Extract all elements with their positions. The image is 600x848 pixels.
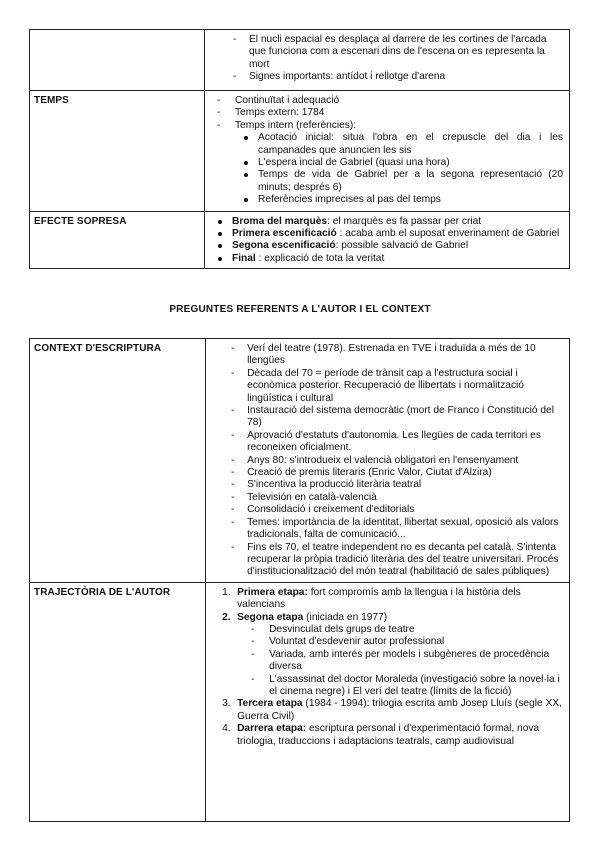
list-item: - Continuïtat i adequació bbox=[211, 95, 563, 107]
item-text: fort compromís amb la llengua i la història dels valencians bbox=[237, 586, 521, 611]
item-number: 2. bbox=[222, 611, 231, 623]
list-item: - Instauració del sistema democràtic (mort de Franco i Constitució del 78) bbox=[212, 405, 563, 430]
list-item: - Consolidació i creixement d'editorials bbox=[212, 504, 563, 516]
list-item: - Temps intern (referències): bbox=[211, 120, 563, 132]
analysis-table-bottom bbox=[29, 338, 570, 822]
item-text: : acaba amb el suposat enverinament de Gabriel bbox=[336, 228, 560, 240]
item-label: Primera etapa: bbox=[237, 586, 308, 598]
list-item bbox=[212, 698, 563, 723]
list-item: - Voluntat d'esdevenir autor professional bbox=[245, 636, 563, 648]
row-content bbox=[206, 339, 570, 583]
list-item: - Temps extern: 1784 bbox=[211, 107, 563, 119]
list-item: - Signes importants: antídot i rellotge d'arena bbox=[211, 71, 563, 83]
list-item: - El nucli espacial es desplaça al darrere de les cortines de l'arcada que funciona com a escenari dins de l'escena on es representa la mort bbox=[211, 34, 563, 71]
list-item bbox=[211, 216, 563, 228]
list-item bbox=[212, 587, 563, 612]
row-header: EFECTE SOPRESA bbox=[30, 211, 205, 269]
list-item bbox=[211, 253, 563, 265]
list-item: - Verí del teatre (1978). Estrenada en TVE i traduïda a més de 10 llengües bbox=[212, 343, 563, 368]
row-content bbox=[204, 211, 569, 269]
list-item: L'espera incial de Gabriel (quasi una hora) bbox=[211, 157, 563, 169]
list-item: - S'incentiva la producció literària teatral bbox=[212, 479, 563, 491]
table-row-context bbox=[30, 339, 570, 583]
item-label: Final bbox=[231, 252, 256, 264]
item-text: (iniciada en 1977) bbox=[303, 611, 388, 623]
list-item bbox=[211, 228, 563, 240]
list-item: - Dècada del 70 = període de trànsit cap a l'estructura social i econòmica posterior. Recuperació de llibertats i normalització lingüística i cultural bbox=[212, 368, 563, 405]
table-row-trajectoria bbox=[30, 582, 570, 821]
table-row-efecte bbox=[30, 211, 570, 269]
list-item: - Creació de premis literaris (Enric Valor, Ciutat d'Alzira) bbox=[212, 467, 563, 479]
list-item bbox=[212, 612, 563, 699]
row-header: TEMPS bbox=[30, 91, 205, 212]
list-item: - Anys 80: s'introdueix el valencià obligatori en l'ensenyament bbox=[212, 455, 563, 467]
table-row-espai bbox=[30, 30, 570, 91]
row-content bbox=[204, 91, 569, 212]
item-text: (1984 - 1994): trilogia escrita amb Josep Lluís (segle XX, Guerra Civil) bbox=[237, 698, 562, 722]
item-label: Primera escenificació bbox=[231, 228, 337, 240]
item-label: Tercera etapa bbox=[237, 698, 303, 710]
list-item: - Variada, amb interés per models i subgèneres de procedència diversa bbox=[245, 649, 563, 674]
item-label: Broma del marquès bbox=[231, 215, 328, 227]
row-content bbox=[206, 582, 570, 821]
item-label: Segona escenificació bbox=[231, 240, 336, 252]
item-label: Segona etapa bbox=[237, 611, 304, 623]
list-item: Temps de vida de Gabriel per a la segona representació (20 minuts; després 6) bbox=[211, 169, 563, 194]
item-number: 1. bbox=[222, 586, 231, 598]
row-header-empty bbox=[30, 30, 205, 91]
analysis-table-top bbox=[29, 29, 570, 269]
section-title: PREGUNTES REFERENTS A L'AUTOR I EL CONTEXT bbox=[169, 304, 431, 315]
list-item: - Fins els 70, el teatre independent no es decanta pel català. S'intenta recuperar la pròpia tradició literària des del teatre universitari. Procés d'institucionalització del món teatral (habilitació de sales públiques) bbox=[212, 542, 563, 579]
item-text: : possible salvació de Gabriel bbox=[335, 240, 469, 252]
row-header: TRAJECTÒRIA DE L'AUTOR bbox=[30, 582, 206, 821]
list-item bbox=[212, 723, 563, 748]
row-header: CONTEXT D'ESCRIPTURA bbox=[30, 339, 206, 583]
list-item: - Televisión en català-valencià bbox=[212, 492, 563, 504]
item-text: : el marquès es fa passar per criat bbox=[327, 215, 482, 227]
list-item: Acotació inicial: situa l'obra en el crepuscle del dia i les campanades que anuncien les sis bbox=[211, 132, 563, 157]
item-label: Darrera etapa: bbox=[237, 723, 307, 735]
item-number: 4. bbox=[222, 723, 231, 735]
row-content bbox=[204, 30, 569, 91]
item-text: : explicació de tota la veritat bbox=[255, 252, 385, 264]
list-item bbox=[211, 240, 563, 252]
item-text: escriptura personal i d'experimentació formal, nova triologia, traduccions i adaptacions teatrals, camp audiovisual bbox=[237, 723, 540, 747]
list-item: - L'assassinat del doctor Moraleda (investigació sobre la novel·la i el cinema negre) i El verí del teatre (límits de la ficció) bbox=[245, 674, 563, 699]
list-item: - Aprovació d'estatuts d'autonomia. Les llegües de cada territori es reconeixen oficialment. bbox=[212, 430, 563, 455]
item-number: 3. bbox=[222, 698, 231, 710]
table-row-temps bbox=[30, 91, 570, 212]
list-item: - Temes: importància de la identitat, llibertat sexual, oposició als valors tradicionals, falta de comunicació... bbox=[212, 517, 563, 542]
list-item: Referències imprecises al pas del temps bbox=[211, 194, 563, 206]
list-item: - Desvinculat dels grups de teatre bbox=[245, 624, 563, 636]
